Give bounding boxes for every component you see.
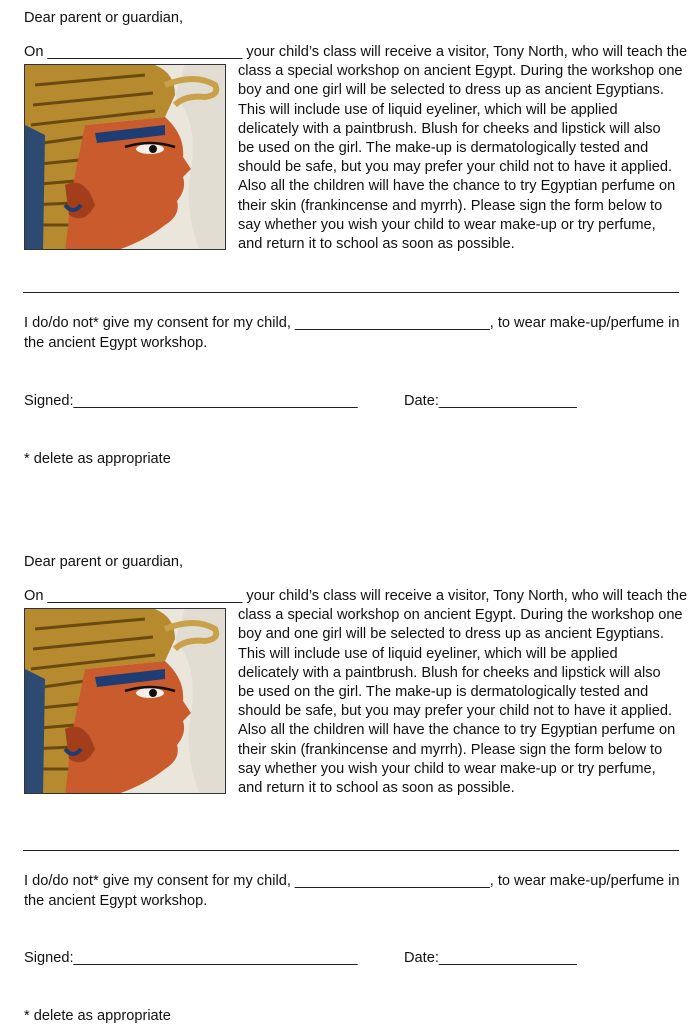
consent-line: I do/do not* give my consent for my child, ________________________, to wear make-up/perfume in xyxy=(24,315,680,331)
intro-line: delicately with a paintbrush. Blush for cheeks and lipstick will also xyxy=(238,120,661,137)
consent-statement xyxy=(24,314,680,353)
divider xyxy=(23,850,679,851)
egyptian-portrait-image xyxy=(24,64,226,250)
intro-line: and return it to school as soon as possible. xyxy=(238,780,515,797)
intro-line: their skin (frankincense and myrrh). Please sign the form below to xyxy=(238,741,663,758)
intro-line: Also all the children will have the chance to try Egyptian perfume on xyxy=(238,178,676,195)
consent-line: I do/do not* give my consent for my child, ________________________, to wear make-up/perfume in xyxy=(24,873,680,889)
intro-line: should be safe, but you may prefer your child not to have it applied. xyxy=(238,159,673,176)
intro-line: delicately with a paintbrush. Blush for cheeks and lipstick will also xyxy=(238,664,661,681)
date-field: Date:_________________ xyxy=(404,950,577,966)
intro-line: class a special workshop on ancient Egypt. During the workshop one xyxy=(238,63,683,80)
signature-field: Signed:___________________________________ xyxy=(24,950,358,966)
intro-line: and return it to school as soon as possible. xyxy=(238,236,515,253)
signature-field: Signed:___________________________________ xyxy=(24,393,358,409)
greeting: Dear parent or guardian, xyxy=(24,10,184,26)
divider xyxy=(23,292,679,293)
intro-line: boy and one girl will be selected to dress up as ancient Egyptians. xyxy=(238,82,664,99)
egyptian-portrait-image xyxy=(24,608,226,794)
footnote: * delete as appropriate xyxy=(24,451,171,467)
consent-line: the ancient Egypt workshop. xyxy=(24,892,208,909)
intro-line: On ________________________ your child’s class will receive a visitor, Tony North, who will teach the xyxy=(24,44,688,60)
consent-statement xyxy=(24,872,680,911)
intro-line: This will include use of liquid eyeliner, which will be applied xyxy=(238,101,618,118)
intro-line: be used on the girl. The make-up is dermatologically tested and xyxy=(238,684,649,701)
intro-line: say whether you wish your child to wear make-up or try perfume, xyxy=(238,760,656,777)
intro-line: Also all the children will have the chance to try Egyptian perfume on xyxy=(238,722,676,739)
intro-line: should be safe, but you may prefer your child not to have it applied. xyxy=(238,703,673,720)
intro-line: This will include use of liquid eyeliner, which will be applied xyxy=(238,645,618,662)
intro-line: be used on the girl. The make-up is dermatologically tested and xyxy=(238,140,649,157)
date-field: Date:_________________ xyxy=(404,393,577,409)
intro-line: say whether you wish your child to wear make-up or try perfume, xyxy=(238,216,656,233)
intro-line: their skin (frankincense and myrrh). Please sign the form below to xyxy=(238,197,663,214)
intro-line: On ________________________ your child’s class will receive a visitor, Tony North, who will teach the xyxy=(24,588,688,604)
intro-line: class a special workshop on ancient Egypt. During the workshop one xyxy=(238,607,683,624)
footnote: * delete as appropriate xyxy=(24,1008,171,1024)
consent-line: the ancient Egypt workshop. xyxy=(24,334,208,351)
greeting: Dear parent or guardian, xyxy=(24,554,184,570)
intro-line: boy and one girl will be selected to dress up as ancient Egyptians. xyxy=(238,626,664,643)
